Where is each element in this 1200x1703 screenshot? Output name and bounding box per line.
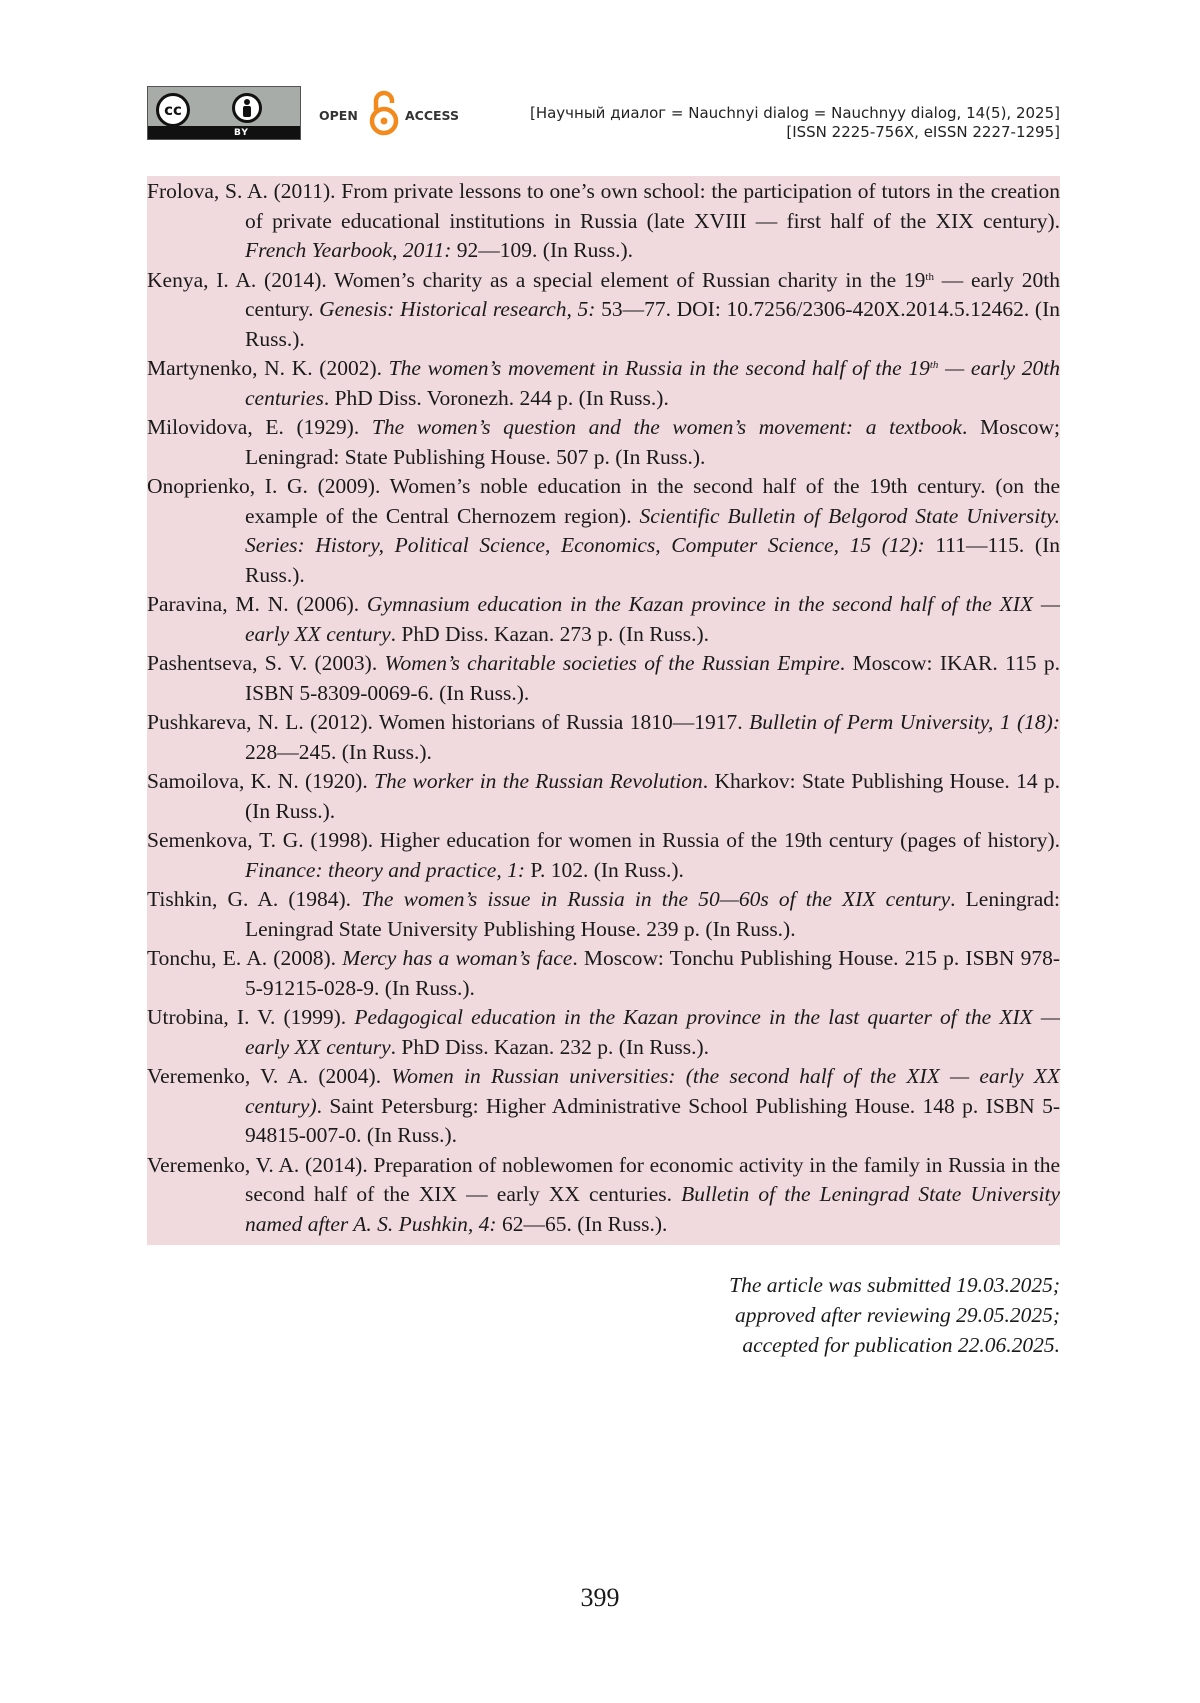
reference-text: Utrobina, I. V. (1999).	[147, 1005, 355, 1029]
reference-text: Paravina, M. N. (2006).	[147, 592, 367, 616]
reference-entry	[147, 1003, 1060, 1062]
reference-text: . Moscow: Tonchu Publishing House. 215 p. ISBN 978-5-91215-028-9. (In Russ.).	[245, 946, 1061, 1000]
reference-entry	[147, 472, 1060, 590]
reference-text: Onoprienko, I. G. (2009). Women’s noble education in the second half of the 19th century. (on the example of the Central Chernozem region).	[147, 474, 1060, 528]
reference-title: The worker in the Russian Revolution	[373, 769, 703, 793]
reference-entry	[147, 177, 1060, 266]
reference-text: Samoilova, K. N. (1920).	[147, 769, 374, 793]
cc-by-license-badge[interactable]	[147, 86, 301, 140]
reference-title: Gymnasium education in the Kazan province in the second half of the XIX — early XX century	[245, 592, 1060, 646]
reference-title: Genesis: Historical research, 5:	[319, 297, 596, 321]
reference-text: . Moscow; Leningrad: State Publishing House. 507 p. (In Russ.).	[245, 415, 1060, 469]
reference-text: Semenkova, T. G. (1998). Higher education for women in Russia of the 19th century (pages of history).	[147, 828, 1060, 852]
reference-title: Women’s charitable societies of the Russian Empire	[384, 651, 840, 675]
reference-text: 228—245. (In Russ.).	[245, 739, 432, 764]
accepted-date: accepted for publication 22.06.2025.	[742, 1333, 1060, 1357]
reference-entry	[147, 1151, 1060, 1240]
reference-entry	[147, 649, 1060, 708]
reference-title: Mercy has a woman’s face	[342, 946, 573, 970]
reference-entry	[147, 944, 1060, 1003]
reference-text: th	[925, 270, 934, 283]
reference-text: Tonchu, E. A. (2008).	[147, 946, 343, 970]
journal-info	[530, 104, 1060, 142]
reference-entry	[147, 413, 1060, 472]
reference-title: Scientific Bulletin of Belgorod State University. Series: History, Political Science, Economics, Computer Science, 15 (12):	[245, 503, 1060, 557]
reference-title: Women in Russian universities: (the second half of the XIX — early XX century)	[245, 1064, 1061, 1118]
reference-text: Pushkareva, N. L. (2012). Women historians of Russia 1810—1917.	[147, 710, 750, 734]
reference-text: 62—65. (In Russ.).	[496, 1211, 668, 1236]
reference-text: . PhD Diss. Kazan. 273 p. (In Russ.).	[390, 621, 709, 646]
reference-title: — early 20th centuries	[245, 356, 1060, 410]
reference-title: th	[929, 359, 939, 371]
reference-entry	[147, 1062, 1060, 1151]
reference-title: The women’s movement in Russia in the second half of the 19	[388, 356, 930, 380]
by-strip	[148, 126, 300, 139]
reference-text: . PhD Diss. Voronezh. 244 p. (In Russ.).	[323, 385, 669, 410]
reference-text: . Leningrad: Leningrad State University Publishing House. 239 p. (In Russ.).	[245, 887, 1061, 941]
reference-text: Pashentseva, S. V. (2003).	[147, 651, 385, 675]
submitted-date: The article was submitted 19.03.2025;	[729, 1273, 1060, 1297]
reference-text: . Saint Petersburg: Higher Administrative School Publishing House. 148 p. ISBN 5-94815-007-0. (In Russ.).	[245, 1093, 1060, 1147]
open-access-logo	[319, 86, 469, 140]
reference-entry	[147, 826, 1060, 885]
reference-text: — early 20th century.	[245, 267, 1060, 321]
reference-title: Finance: theory and practice, 1:	[245, 857, 526, 882]
page-number: 399	[580, 1583, 620, 1612]
page-header	[147, 86, 1060, 142]
article-dates	[729, 1270, 1060, 1360]
issn-line: [ISSN 2225-756X, eISSN 2227-1295]	[786, 123, 1060, 141]
reference-text: Veremenko, V. A. (2004).	[147, 1064, 392, 1088]
reference-text: 53—77. DOI: 10.7256/2306-420X.2014.5.12462. (In Russ.).	[245, 297, 1060, 351]
reference-text: Kenya, I. A. (2014). Women’s charity as a special element of Russian charity in the 19	[147, 267, 926, 292]
reference-text: P. 102. (In Russ.).	[525, 857, 684, 882]
reference-entry	[147, 767, 1060, 826]
reference-title: The women’s issue in Russia in the 50—60s of the XIX century	[361, 887, 951, 911]
reference-text: Martynenko, N. K. (2002).	[147, 356, 389, 380]
reference-text: Frolova, S. A. (2011). From private lessons to one’s own school: the participation of tutors in the creation of private educational institutions in Russia (late XVIII — first half of the XIX century).	[147, 179, 1060, 233]
reference-entry	[147, 354, 1060, 413]
reference-title: The women’s question and the women’s movement: a textbook	[371, 415, 962, 439]
reference-entry	[147, 266, 1060, 355]
reference-text: Milovidova, E. (1929).	[147, 415, 372, 439]
reference-text: Veremenko, V. A. (2014). Preparation of noblewomen for economic activity in the family in Russia in the second half of the XIX — early XX centuries.	[147, 1152, 1060, 1206]
by-label: BY	[234, 128, 249, 138]
reference-text: . Moscow: IKAR. 115 p. ISBN 5-8309-0069-6. (In Russ.).	[245, 651, 1060, 705]
creative-commons-icon: cc	[156, 93, 190, 127]
reference-text: Tishkin, G. A. (1984).	[147, 887, 362, 911]
attribution-person-icon	[232, 93, 262, 123]
reference-title: French Yearbook, 2011:	[245, 238, 452, 262]
journal-citation: [Научный диалог = Nauchnyi dialog = Nauchnyy dialog, 14(5), 2025]	[529, 104, 1060, 122]
open-label: OPEN	[319, 108, 358, 123]
reference-text: 92—109. (In Russ.).	[451, 238, 633, 262]
reference-text: 111—115. (In Russ.).	[245, 533, 1060, 587]
reference-text: . Kharkov: State Publishing House. 14 p. (In Russ.).	[245, 769, 1061, 823]
references-list	[147, 176, 1060, 1245]
reference-title: Pedagogical education in the Kazan province in the last quarter of the XIX — early XX century	[245, 1005, 1060, 1059]
reference-text: . PhD Diss. Kazan. 232 p. (In Russ.).	[390, 1034, 709, 1059]
approved-date: approved after reviewing 29.05.2025;	[734, 1303, 1060, 1327]
reference-entry	[147, 590, 1060, 649]
reference-entry	[147, 708, 1060, 767]
reference-entry	[147, 885, 1060, 944]
open-lock-icon	[368, 90, 400, 136]
access-label: ACCESS	[405, 108, 460, 123]
reference-title: Bulletin of the Leningrad State University named after A. S. Pushkin, 4:	[245, 1182, 1061, 1236]
reference-title: Bulletin of Perm University, 1 (18):	[749, 710, 1060, 734]
